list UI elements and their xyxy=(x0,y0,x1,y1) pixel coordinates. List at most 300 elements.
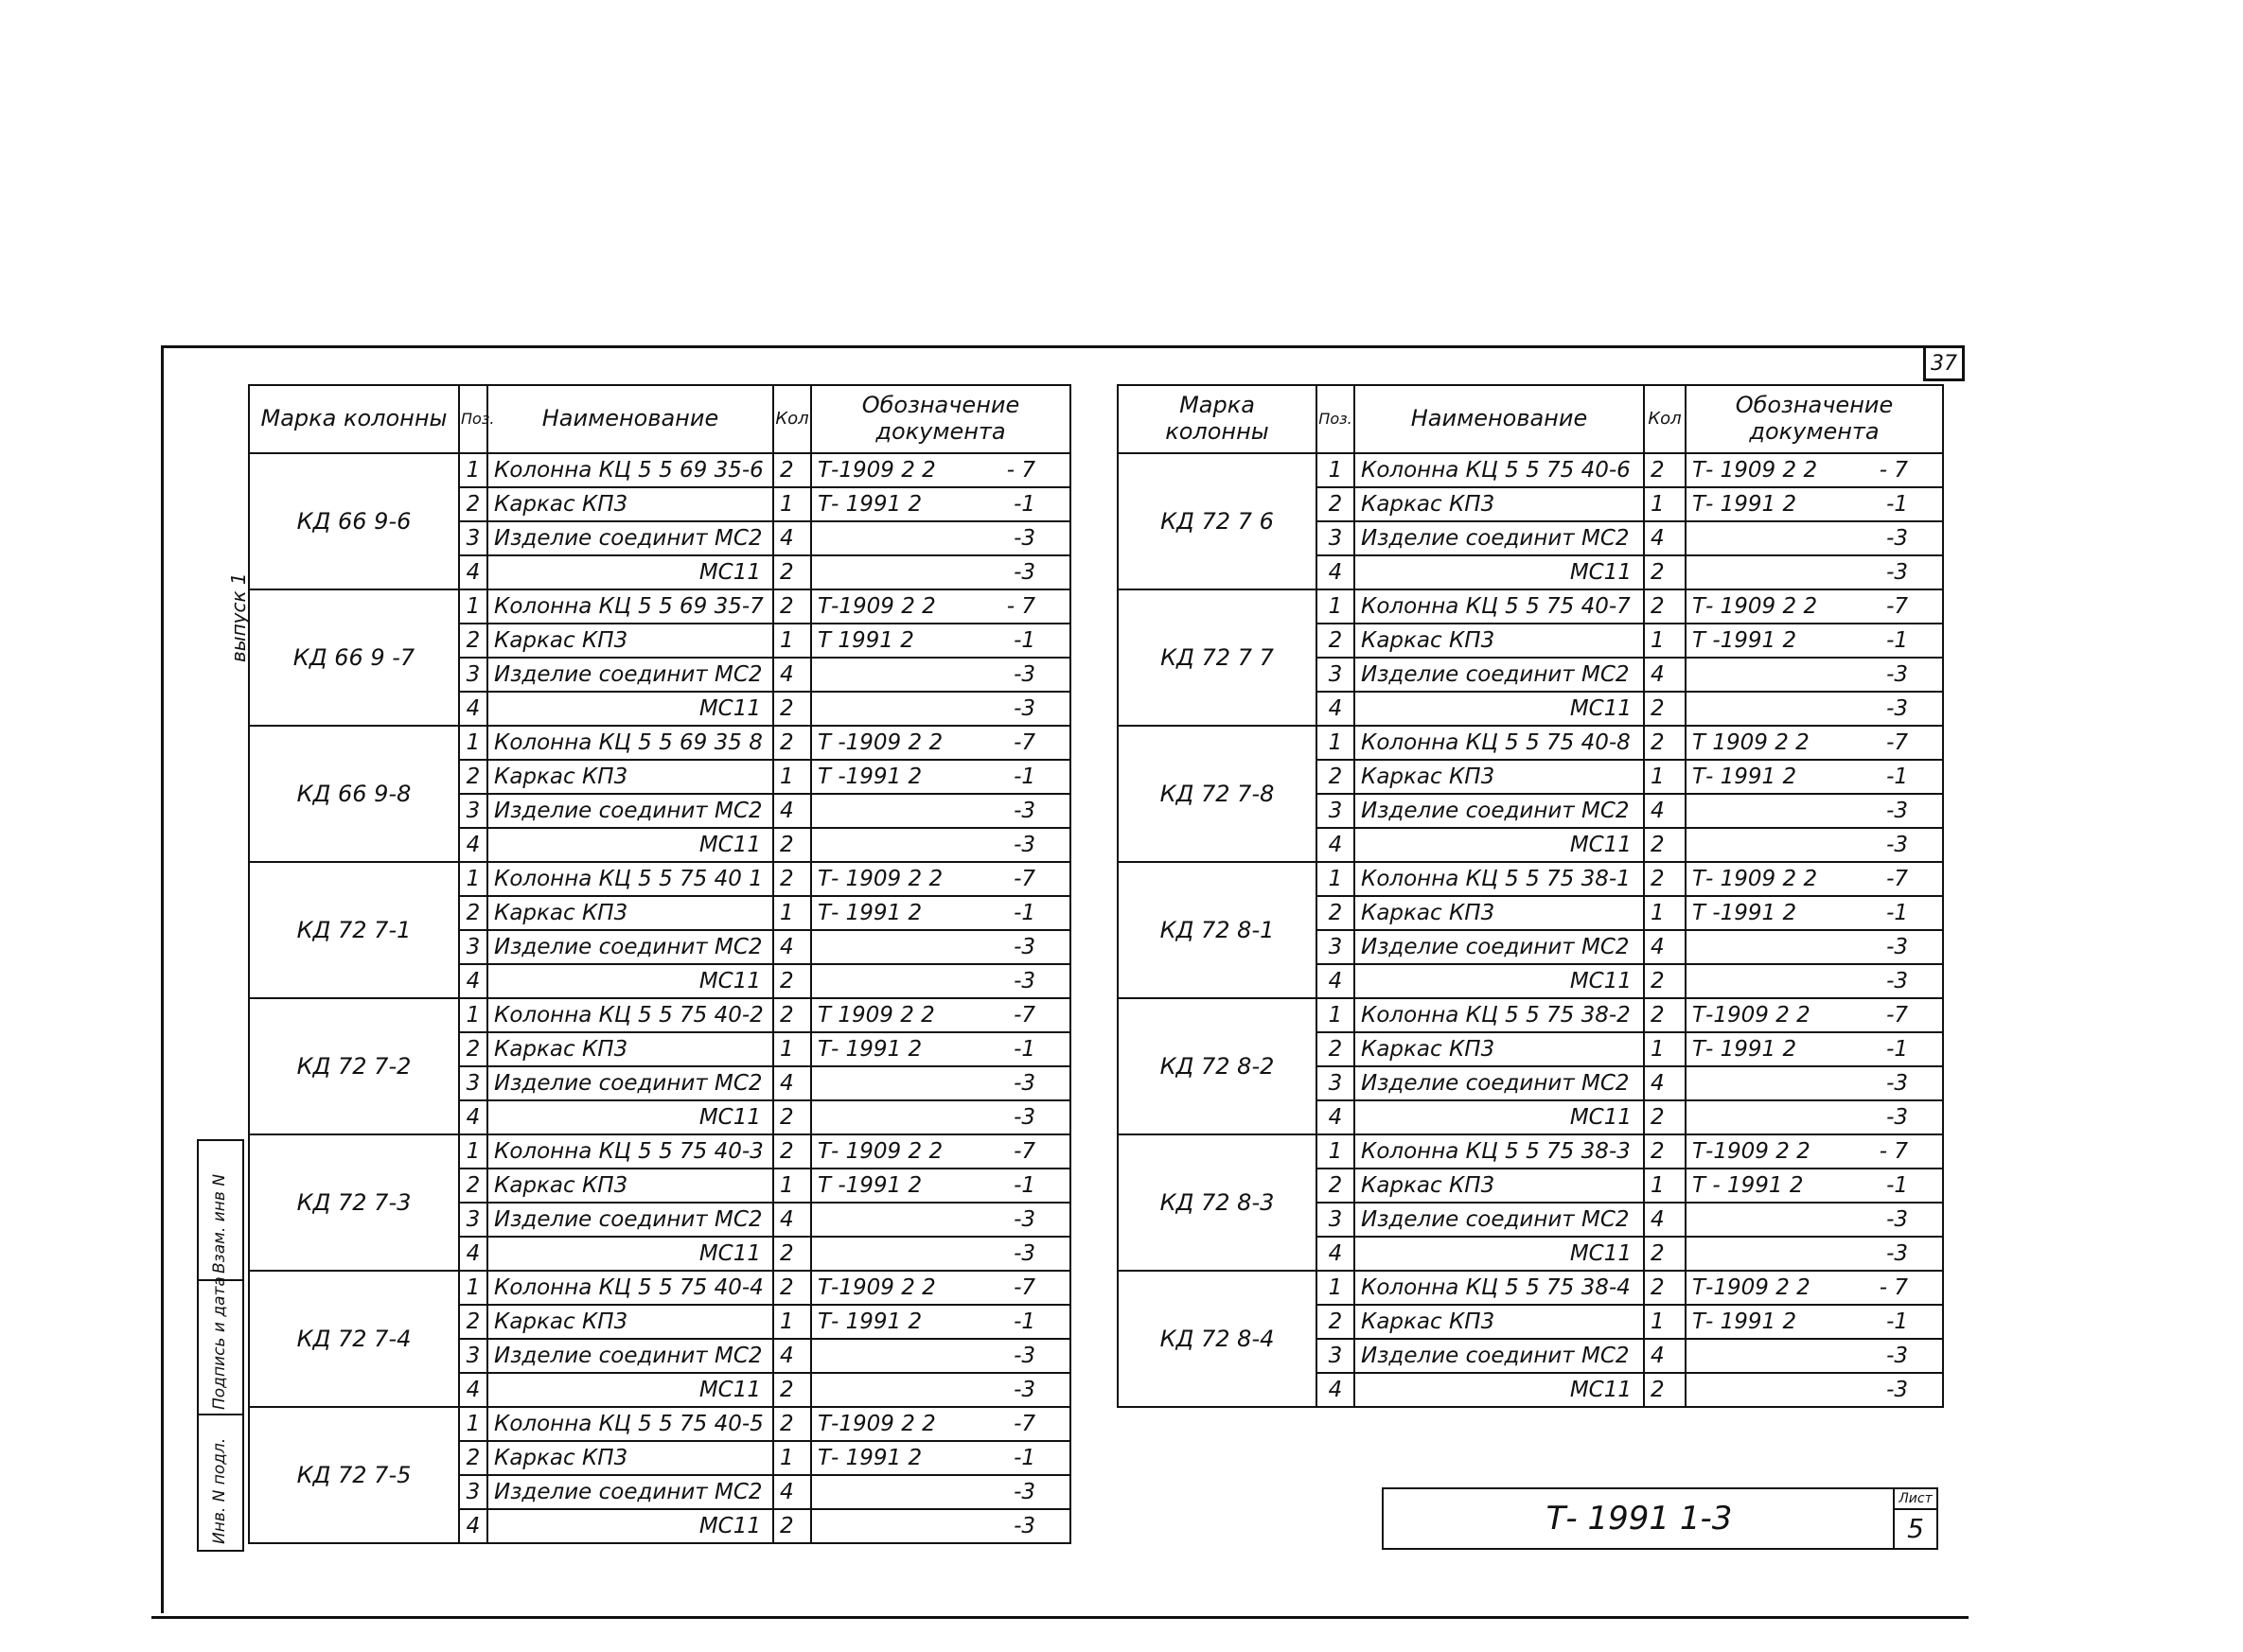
position-cell: 1 xyxy=(459,1134,487,1169)
document-cell-content xyxy=(818,695,1064,721)
document-suffix: -3 xyxy=(1014,1377,1035,1402)
item-name-cell: Каркас КП3 xyxy=(487,1441,773,1475)
quantity-cell: 2 xyxy=(773,828,811,862)
document-cell xyxy=(811,1339,1070,1373)
position-cell: 4 xyxy=(1316,1237,1354,1271)
document-suffix: -1 xyxy=(1886,1036,1908,1062)
document-cell xyxy=(1686,896,1943,930)
table-row xyxy=(249,726,1070,760)
quantity-cell: 2 xyxy=(773,1134,811,1169)
document-cell-content xyxy=(818,1311,1064,1333)
document-cell xyxy=(1686,1169,1943,1203)
document-suffix: -3 xyxy=(1014,661,1035,687)
document-cell-content xyxy=(1692,900,1936,925)
quantity-cell: 2 xyxy=(1644,726,1686,760)
quantity-cell: 4 xyxy=(1644,1339,1686,1373)
document-cell xyxy=(1686,1271,1943,1305)
document-code: Т-1909 2 2 xyxy=(818,1274,936,1300)
quantity-cell: 2 xyxy=(773,726,811,760)
column-brand-cell: КД 72 7 6 xyxy=(1118,453,1316,589)
document-cell xyxy=(1686,589,1943,624)
document-code: Т- 1991 2 xyxy=(818,1036,923,1062)
column-brand-cell: КД 66 9-8 xyxy=(249,726,459,862)
document-suffix: -3 xyxy=(1014,1513,1035,1538)
document-suffix: -3 xyxy=(1014,1070,1035,1096)
document-cell-content xyxy=(818,1036,1064,1062)
document-cell xyxy=(811,896,1070,930)
document-cell xyxy=(1686,828,1943,862)
header-doc: Обозначение документа xyxy=(1686,385,1943,453)
quantity-cell: 4 xyxy=(1644,930,1686,964)
quantity-cell: 2 xyxy=(773,1100,811,1134)
document-cell xyxy=(811,794,1070,828)
document-suffix: -7 xyxy=(1886,729,1908,755)
document-suffix: - 7 xyxy=(1006,593,1035,619)
item-name-cell: Каркас КП3 xyxy=(1354,1032,1644,1066)
column-brand-cell: КД 72 7-1 xyxy=(249,862,459,998)
document-code: Т 1909 2 2 xyxy=(1692,729,1810,755)
document-cell xyxy=(1686,487,1943,521)
quantity-cell: 2 xyxy=(773,1509,811,1543)
document-suffix: -3 xyxy=(1014,1240,1035,1266)
document-suffix: -3 xyxy=(1886,1104,1908,1130)
item-name-cell: Каркас КП3 xyxy=(1354,760,1644,794)
quantity-cell: 2 xyxy=(1644,828,1686,862)
sheet-value: 5 xyxy=(1907,1513,1924,1544)
position-cell: 1 xyxy=(459,726,487,760)
item-name-cell: Изделие соединит МС2 xyxy=(487,1475,773,1509)
document-cell-content xyxy=(1692,525,1936,551)
title-block xyxy=(1382,1487,1938,1550)
column-brand-cell: КД 72 7-4 xyxy=(249,1271,459,1407)
quantity-cell: 1 xyxy=(1644,487,1686,521)
document-code: Т-1909 2 2 xyxy=(1692,1138,1810,1164)
item-name-cell: МС11 xyxy=(1354,555,1644,589)
item-name-cell: Каркас КП3 xyxy=(487,487,773,521)
document-suffix: -3 xyxy=(1886,1343,1908,1368)
document-cell-content xyxy=(1692,866,1936,891)
quantity-cell: 2 xyxy=(773,1407,811,1441)
item-name-cell: Каркас КП3 xyxy=(487,760,773,794)
document-suffix: - 7 xyxy=(1879,1274,1908,1300)
document-cell xyxy=(1686,930,1943,964)
spec-table-left xyxy=(248,384,1071,1544)
document-code: Т-1909 2 2 xyxy=(818,1411,936,1436)
document-suffix: -3 xyxy=(1886,968,1908,993)
header-name: Наименование xyxy=(487,385,773,453)
document-cell xyxy=(1686,998,1943,1032)
item-name-cell: Колонна КЦ 5 5 75 38-2 xyxy=(1354,998,1644,1032)
document-cell-content xyxy=(1692,934,1936,959)
quantity-cell: 4 xyxy=(773,930,811,964)
document-cell xyxy=(811,1066,1070,1100)
document-suffix: -1 xyxy=(1014,627,1035,653)
document-cell-content xyxy=(1692,1240,1936,1266)
quantity-cell: 4 xyxy=(773,1339,811,1373)
position-cell: 2 xyxy=(1316,760,1354,794)
document-code: Т- 1991 2 xyxy=(818,900,923,925)
document-suffix: -3 xyxy=(1886,832,1908,857)
item-name-cell: Колонна КЦ 5 5 75 38-1 xyxy=(1354,862,1644,896)
document-code: Т- 1991 1-3 xyxy=(1545,1500,1733,1538)
side-label: выпуск 1 xyxy=(227,572,250,662)
document-suffix: -3 xyxy=(1886,1240,1908,1266)
position-cell: 3 xyxy=(459,1475,487,1509)
position-cell: 2 xyxy=(1316,1169,1354,1203)
item-name-cell: Каркас КП3 xyxy=(487,624,773,658)
position-cell: 3 xyxy=(1316,794,1354,828)
document-code: Т-1909 2 2 xyxy=(818,457,936,483)
item-name-cell: Колонна КЦ 5 5 75 38-3 xyxy=(1354,1134,1644,1169)
document-cell-content xyxy=(818,729,1064,755)
document-cell xyxy=(1686,1032,1943,1066)
quantity-cell: 1 xyxy=(773,896,811,930)
item-name-cell: Изделие соединит МС2 xyxy=(487,658,773,692)
item-name-cell: Каркас КП3 xyxy=(1354,1169,1644,1203)
document-cell xyxy=(1686,692,1943,726)
document-cell-content xyxy=(818,900,1064,925)
position-cell: 3 xyxy=(459,1203,487,1237)
document-suffix: - 7 xyxy=(1006,457,1035,483)
position-cell: 4 xyxy=(459,1100,487,1134)
position-cell: 4 xyxy=(1316,964,1354,998)
item-name-cell: Изделие соединит МС2 xyxy=(487,1203,773,1237)
document-code: Т 1909 2 2 xyxy=(818,1002,935,1028)
position-cell: 1 xyxy=(1316,726,1354,760)
document-cell xyxy=(811,1509,1070,1543)
item-name-cell: Каркас КП3 xyxy=(1354,624,1644,658)
document-suffix: -7 xyxy=(1014,1274,1035,1300)
document-cell-content xyxy=(1692,1206,1936,1232)
sheet-box xyxy=(1893,1489,1936,1548)
position-cell: 2 xyxy=(459,760,487,794)
document-cell-content xyxy=(818,1345,1064,1367)
document-cell-content xyxy=(818,1070,1064,1096)
document-cell xyxy=(811,658,1070,692)
document-suffix: -1 xyxy=(1886,627,1908,653)
position-cell: 1 xyxy=(459,998,487,1032)
quantity-cell: 1 xyxy=(1644,1169,1686,1203)
document-suffix: -3 xyxy=(1886,695,1908,721)
header-pos: Поз. xyxy=(1316,385,1354,453)
item-name-cell: МС11 xyxy=(487,555,773,589)
column-brand-cell: КД 66 9-6 xyxy=(249,453,459,589)
document-cell xyxy=(1686,555,1943,589)
document-suffix: -1 xyxy=(1014,1036,1035,1062)
item-name-cell: МС11 xyxy=(487,1373,773,1407)
document-cell xyxy=(1686,964,1943,998)
quantity-cell: 1 xyxy=(773,1169,811,1203)
quantity-cell: 2 xyxy=(1644,964,1686,998)
quantity-cell: 4 xyxy=(1644,521,1686,555)
document-code: Т- 1909 2 2 xyxy=(1692,457,1818,483)
header-brand: Марка колонны xyxy=(249,385,459,453)
position-cell: 4 xyxy=(459,1509,487,1543)
document-cell xyxy=(811,964,1070,998)
position-cell: 1 xyxy=(459,1407,487,1441)
document-cell-content xyxy=(818,457,1064,483)
position-cell: 3 xyxy=(1316,1203,1354,1237)
quantity-cell: 4 xyxy=(773,658,811,692)
document-suffix: -1 xyxy=(1014,1445,1035,1470)
approval-stamp xyxy=(197,1139,244,1552)
table-row xyxy=(249,1271,1070,1305)
document-cell xyxy=(811,1237,1070,1271)
document-suffix: -1 xyxy=(1014,900,1035,925)
stamp-cell-replace xyxy=(199,1141,242,1281)
item-name-cell: Колонна КЦ 5 5 75 40-6 xyxy=(1354,453,1644,487)
quantity-cell: 2 xyxy=(1644,692,1686,726)
document-suffix: -3 xyxy=(1014,798,1035,823)
document-suffix: -3 xyxy=(1014,968,1035,993)
header-qty: Кол xyxy=(1644,385,1686,453)
document-cell xyxy=(1686,1237,1943,1271)
position-cell: 4 xyxy=(459,1373,487,1407)
item-name-cell: Каркас КП3 xyxy=(1354,487,1644,521)
document-code: Т- 1991 2 xyxy=(1692,764,1797,789)
item-name-cell: Каркас КП3 xyxy=(487,1169,773,1203)
document-suffix: -7 xyxy=(1886,1002,1908,1028)
quantity-cell: 2 xyxy=(773,555,811,589)
document-cell-content xyxy=(1692,695,1936,721)
position-cell: 2 xyxy=(1316,1305,1354,1339)
document-cell-content xyxy=(818,1002,1064,1028)
frame-bottom-line xyxy=(151,1616,1969,1619)
document-suffix: - 7 xyxy=(1879,1138,1908,1164)
quantity-cell: 2 xyxy=(773,998,811,1032)
document-cell xyxy=(1686,760,1943,794)
document-code: Т-1909 2 2 xyxy=(1692,1274,1810,1300)
column-brand-cell: КД 72 7-3 xyxy=(249,1134,459,1271)
document-suffix: -7 xyxy=(1886,593,1908,619)
position-cell: 2 xyxy=(1316,896,1354,930)
position-cell: 1 xyxy=(1316,998,1354,1032)
document-suffix: -1 xyxy=(1886,1172,1908,1198)
quantity-cell: 4 xyxy=(1644,658,1686,692)
document-cell-content xyxy=(1692,559,1936,585)
item-name-cell: Колонна КЦ 5 5 75 40-2 xyxy=(487,998,773,1032)
position-cell: 1 xyxy=(459,589,487,624)
quantity-cell: 1 xyxy=(1644,624,1686,658)
document-code: Т- 1909 2 2 xyxy=(1692,866,1818,891)
document-suffix: -7 xyxy=(1014,729,1035,755)
position-cell: 4 xyxy=(1316,1373,1354,1407)
item-name-cell: Изделие соединит МС2 xyxy=(1354,930,1644,964)
quantity-cell: 2 xyxy=(773,1373,811,1407)
position-cell: 4 xyxy=(459,828,487,862)
document-code: Т -1991 2 xyxy=(818,1172,923,1198)
document-code: Т- 1991 2 xyxy=(1692,1309,1797,1334)
column-brand-cell: КД 66 9 -7 xyxy=(249,589,459,726)
column-brand-cell: КД 72 8-2 xyxy=(1118,998,1316,1134)
document-cell-content xyxy=(818,766,1064,788)
document-cell-content xyxy=(818,1138,1064,1164)
document-cell xyxy=(1686,794,1943,828)
position-cell: 1 xyxy=(1316,1271,1354,1305)
spec-table-right xyxy=(1117,384,1944,1408)
position-cell: 3 xyxy=(1316,1066,1354,1100)
document-suffix: -3 xyxy=(1014,832,1035,857)
item-name-cell: МС11 xyxy=(487,1237,773,1271)
quantity-cell: 2 xyxy=(1644,1134,1686,1169)
document-suffix: -1 xyxy=(1886,1309,1908,1334)
position-cell: 3 xyxy=(459,521,487,555)
position-cell: 2 xyxy=(459,1169,487,1203)
column-brand-cell: КД 72 7 7 xyxy=(1118,589,1316,726)
document-cell-content xyxy=(1692,593,1936,619)
item-name-cell: Колонна КЦ 5 5 69 35-7 xyxy=(487,589,773,624)
position-cell: 3 xyxy=(1316,1339,1354,1373)
column-brand-cell: КД 72 7-8 xyxy=(1118,726,1316,862)
document-cell-content xyxy=(1692,491,1936,517)
document-cell xyxy=(1686,1339,1943,1373)
quantity-cell: 2 xyxy=(1644,1237,1686,1271)
header-qty: Кол xyxy=(773,385,811,453)
document-cell xyxy=(811,930,1070,964)
table-row xyxy=(1118,1134,1943,1169)
quantity-cell: 4 xyxy=(1644,794,1686,828)
document-cell xyxy=(1686,1373,1943,1407)
document-suffix: -7 xyxy=(1014,1002,1035,1028)
document-suffix: -3 xyxy=(1014,525,1035,551)
document-cell xyxy=(811,1100,1070,1134)
item-name-cell: Изделие соединит МС2 xyxy=(1354,794,1644,828)
document-code: Т- 1909 2 2 xyxy=(818,866,944,891)
document-suffix: -3 xyxy=(1886,1070,1908,1096)
document-cell-content xyxy=(1692,766,1936,788)
document-code: Т-1909 2 2 xyxy=(818,593,936,619)
position-cell: 1 xyxy=(459,1271,487,1305)
item-name-cell: Изделие соединит МС2 xyxy=(1354,1066,1644,1100)
item-name-cell: Каркас КП3 xyxy=(487,1305,773,1339)
document-suffix: -3 xyxy=(1014,559,1035,585)
table-row xyxy=(1118,862,1943,896)
quantity-cell: 1 xyxy=(1644,1032,1686,1066)
item-name-cell: МС11 xyxy=(1354,1100,1644,1134)
item-name-cell: МС11 xyxy=(1354,1237,1644,1271)
document-code: Т - 1991 2 xyxy=(1692,1172,1804,1198)
document-cell xyxy=(1686,658,1943,692)
document-cell xyxy=(811,692,1070,726)
stamp-label-replace: Взам. инв N xyxy=(210,1173,229,1274)
quantity-cell: 1 xyxy=(1644,760,1686,794)
document-suffix: -3 xyxy=(1886,559,1908,585)
document-cell xyxy=(1686,1066,1943,1100)
document-suffix: -3 xyxy=(1014,1104,1035,1130)
document-suffix: -3 xyxy=(1014,1343,1035,1368)
document-cell xyxy=(811,487,1070,521)
table-row xyxy=(1118,589,1943,624)
item-name-cell: Колонна КЦ 5 5 69 35-6 xyxy=(487,453,773,487)
document-cell-content xyxy=(818,934,1064,959)
document-suffix: -3 xyxy=(1886,798,1908,823)
quantity-cell: 2 xyxy=(773,453,811,487)
header-pos: Поз. xyxy=(459,385,487,453)
document-code: Т- 1991 2 xyxy=(818,1309,923,1334)
document-cell xyxy=(811,1441,1070,1475)
position-cell: 3 xyxy=(459,658,487,692)
position-cell: 2 xyxy=(459,1441,487,1475)
column-brand-cell: КД 72 7-2 xyxy=(249,998,459,1134)
document-cell xyxy=(811,1032,1070,1066)
document-cell-content xyxy=(1692,1274,1936,1300)
position-cell: 1 xyxy=(1316,453,1354,487)
page-number: 37 xyxy=(1923,345,1965,381)
document-cell-content xyxy=(818,1104,1064,1130)
document-cell xyxy=(1686,624,1943,658)
document-cell xyxy=(811,1373,1070,1407)
column-brand-cell: КД 72 8-1 xyxy=(1118,862,1316,998)
item-name-cell: МС11 xyxy=(1354,692,1644,726)
document-code: Т- 1991 2 xyxy=(1692,1036,1797,1062)
position-cell: 2 xyxy=(1316,487,1354,521)
header-name: Наименование xyxy=(1354,385,1644,453)
table-row xyxy=(1118,998,1943,1032)
document-code: Т-1909 2 2 xyxy=(1692,1002,1810,1028)
position-cell: 2 xyxy=(459,896,487,930)
header-doc: Обозначение документа xyxy=(811,385,1070,453)
document-code: Т -1991 2 xyxy=(1692,900,1797,925)
position-cell: 4 xyxy=(459,692,487,726)
document-cell-content xyxy=(818,1206,1064,1232)
quantity-cell: 4 xyxy=(773,521,811,555)
document-cell-content xyxy=(818,559,1064,585)
document-suffix: -1 xyxy=(1014,1309,1035,1334)
document-cell xyxy=(1686,726,1943,760)
quantity-cell: 1 xyxy=(773,1441,811,1475)
quantity-cell: 2 xyxy=(1644,453,1686,487)
position-cell: 4 xyxy=(1316,692,1354,726)
document-code: Т- 1991 2 xyxy=(1692,491,1797,517)
position-cell: 3 xyxy=(459,794,487,828)
position-cell: 2 xyxy=(459,624,487,658)
position-cell: 3 xyxy=(1316,658,1354,692)
document-suffix: -1 xyxy=(1886,491,1908,517)
position-cell: 2 xyxy=(1316,1032,1354,1066)
position-cell: 3 xyxy=(459,1339,487,1373)
item-name-cell: Колонна КЦ 5 5 75 40-5 xyxy=(487,1407,773,1441)
document-cell xyxy=(1686,1134,1943,1169)
quantity-cell: 2 xyxy=(1644,555,1686,589)
position-cell: 4 xyxy=(459,1237,487,1271)
quantity-cell: 2 xyxy=(773,1271,811,1305)
document-cell-content xyxy=(818,1377,1064,1402)
position-cell: 1 xyxy=(1316,862,1354,896)
position-cell: 3 xyxy=(1316,521,1354,555)
position-cell: 1 xyxy=(1316,589,1354,624)
table-row xyxy=(249,1407,1070,1441)
quantity-cell: 1 xyxy=(773,487,811,521)
table-header-row xyxy=(1118,385,1943,453)
position-cell: 1 xyxy=(459,862,487,896)
document-cell xyxy=(811,1134,1070,1169)
quantity-cell: 1 xyxy=(773,624,811,658)
item-name-cell: Колонна КЦ 5 5 75 40-7 xyxy=(1354,589,1644,624)
document-cell-content xyxy=(1692,1311,1936,1333)
document-cell-content xyxy=(818,491,1064,517)
quantity-cell: 2 xyxy=(1644,589,1686,624)
document-cell-content xyxy=(818,968,1064,993)
document-suffix: -7 xyxy=(1886,866,1908,891)
quantity-cell: 1 xyxy=(773,1305,811,1339)
document-cell-content xyxy=(818,1411,1064,1436)
sheet-label: Лист xyxy=(1895,1489,1936,1510)
document-cell-content xyxy=(1692,800,1936,822)
document-cell-content xyxy=(818,661,1064,687)
position-cell: 3 xyxy=(459,1066,487,1100)
document-cell xyxy=(811,760,1070,794)
document-suffix: -3 xyxy=(1014,934,1035,959)
